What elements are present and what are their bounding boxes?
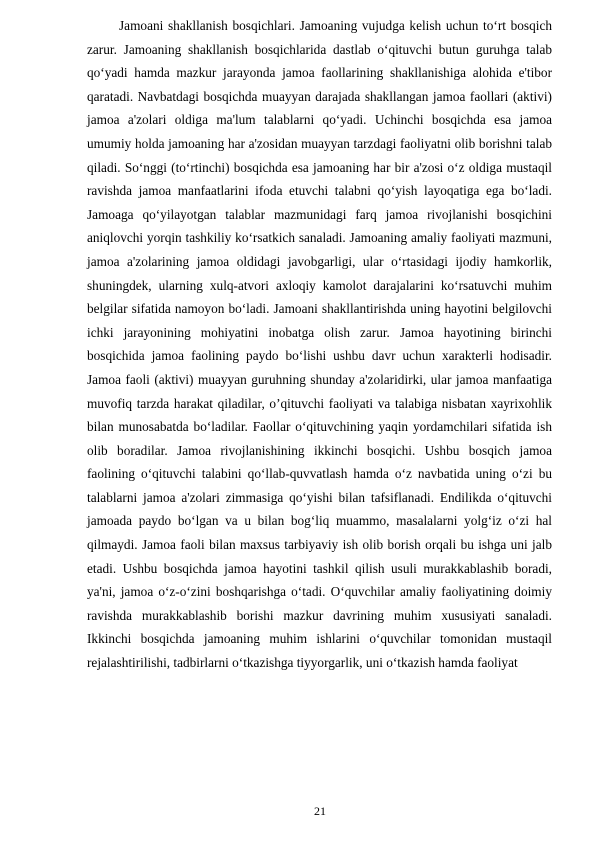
body-paragraph: Jamoani shakllanish bosqichlari. Jamoaning vujudga kelish uchun to‘rt bosqich zarur. Jamoaning shakllanish bosqichlarida dastlab o‘qituvchi butun guruhga talab qo‘yadi hamda mazkur jarayonda jamoa faollarining shakllanishiga alohida e'tibor qaratadi. Navbatdagi bosqichda muayyan darajada shakllangan jamoa faollari (aktivi) jamoa a'zolari oldiga ma'lum talablarni qo‘yadi. Uchinchi bosqichda esa jamoa umumiy holda jamoaning har a'zosidan muayyan tarzdagi faoliyatni olib borishni talab qiladi. So‘nggi (to‘rtinchi) bosqichda esa jamoaning har bir a'zosi o‘z oldiga mustaqil ravishda jamoa manfaatlarini ifoda etuvchi talabni qo‘yish layoqatiga ega bo‘ladi. Jamoaga qo‘yilayotgan talablar mazmunidagi farq jamoa rivojlanishi bosqichini aniqlovchi yorqin tashkiliy ko‘rsatkich sanaladi. Jamoaning amaliy faoliyati mazmuni, jamoa a'zolarining jamoa oldidagi javobgarligi, ular o‘rtasidagi ijodiy hamkorlik, shuningdek, ularning xulq-atvori axloqiy kamolot darajalarini ko‘rsatuvchi muhim belgilar sifatida namoyon bo‘ladi. Jamoani shakllantirishda uning hayotini belgilovchi ichki jarayonining mohiyatini inobatga olish zarur. Jamoa hayotining birinchi bosqichida jamoa faolining paydo bo‘lishi ushbu davr uchun xarakterli hodisadir. Jamoa faoli (aktivi) muayyan guruhning shunday a'zolaridirki, ular jamoa manfaatiga muvofiq tarzda harakat qiladilar, o’qituvchi faoliyati va talabiga nisbatan xayrixohlik bilan munosabatda bo‘ladilar. Faollar o‘qituvchining yaqin yordamchilari sifatida ish olib boradilar. Jamoa rivojlanishining ikkinchi bosqichi. Ushbu bosqich jamoa faolining o‘qituvchi talabini qo‘llab-quvvatlash hamda o‘z navbatida uning o‘zi bu talablarni jamoa a'zolari zimmasiga qo‘yishi bilan tafsiflanadi. Endilikda o‘qituvchi jamoada paydo bo‘lgan va u bilan bog‘liq muammo, masalalarni yolg‘iz o‘zi hal qilmaydi. Jamoa faoli bilan maxsus tarbiyaviy ish olib borish orqali bu ishga uni jalb etadi. Ushbu bosqichda jamoa hayotini tashkil qilish usuli murakkablashib boradi, ya'ni, jamoa o‘z-o‘zini boshqarishga o‘tadi. O‘quvchilar amaliy faoliyatining doimiy ravishda murakkablashib borishi mazkur davrining muhim xususiyati sanaladi. Ikkinchi bosqichda jamoaning muhim ishlarini o‘quvchilar tomonidan mustaqil rejalashtirilishi, tadbirlarni o‘tkazishga tiyyorgarlik, uni o‘tkazish hamda faoliyat — [87, 18, 552, 671]
page-number: 21 — [314, 804, 326, 818]
